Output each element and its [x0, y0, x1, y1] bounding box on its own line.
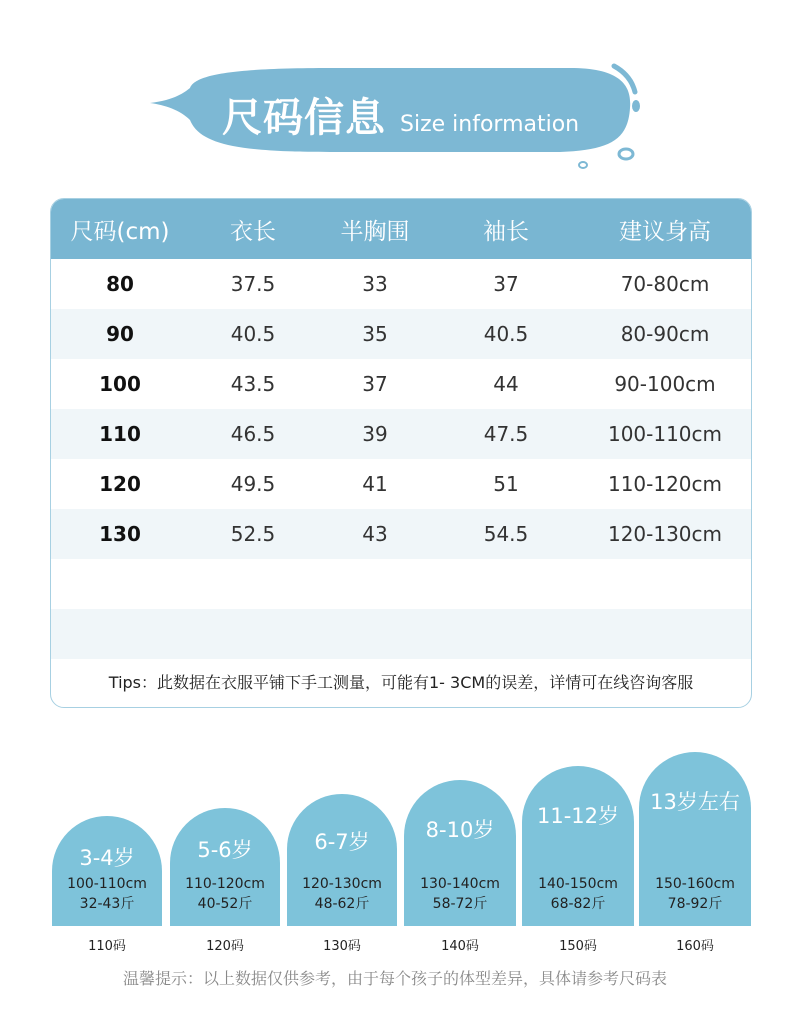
cell-size: 110 — [99, 422, 141, 446]
empty-row — [51, 609, 751, 659]
cell-half-chest: 43 — [362, 522, 388, 546]
cell-half-chest: 35 — [362, 322, 388, 346]
age-label: 8-10岁 — [425, 818, 495, 842]
cell-height: 110-120cm — [607, 472, 723, 496]
weight-range: 40-52斤 — [197, 896, 253, 912]
age-card — [287, 794, 397, 926]
cell-height: 80-90cm — [620, 322, 710, 346]
col-height: 建议身高 — [619, 218, 711, 245]
cell-length: 46.5 — [230, 422, 276, 446]
weight-range: 58-72斤 — [432, 896, 488, 912]
size-label: 110码 — [88, 939, 126, 954]
weight-range: 32-43斤 — [79, 896, 135, 912]
cell-sleeve: 37 — [493, 272, 519, 296]
size-label: 140码 — [441, 939, 479, 954]
cell-half-chest: 39 — [362, 422, 388, 446]
size-label: 120码 — [206, 939, 244, 954]
col-half-chest: 半胸围 — [340, 218, 410, 245]
size-label: 160码 — [676, 939, 714, 954]
cell-sleeve: 40.5 — [483, 322, 529, 346]
cell-size: 130 — [99, 522, 141, 546]
size-table — [50, 198, 752, 708]
title-zh: 尺码信息 — [222, 95, 386, 141]
cell-length: 52.5 — [230, 522, 276, 546]
age-card — [404, 780, 516, 926]
table-row — [51, 309, 751, 359]
weight-range: 48-62斤 — [314, 896, 370, 912]
empty-row — [51, 559, 751, 609]
size-label: 150码 — [559, 939, 597, 954]
height-range: 150-160cm — [655, 876, 735, 892]
cell-size: 80 — [106, 272, 134, 296]
tips-text: Tips：此数据在衣服平铺下手工测量，可能有1- 3CM的误差，详情可在线咨询客服 — [108, 672, 694, 692]
age-card — [170, 808, 280, 926]
height-range: 140-150cm — [538, 876, 618, 892]
table-row — [51, 259, 751, 309]
cell-length: 40.5 — [230, 322, 276, 346]
cell-size: 120 — [99, 472, 141, 496]
table-row — [51, 409, 751, 459]
title-en: Size information — [400, 112, 580, 137]
weight-range: 68-82斤 — [550, 896, 606, 912]
age-label: 13岁左右 — [650, 790, 740, 814]
col-sleeve: 袖长 — [483, 218, 529, 245]
age-label: 6-7岁 — [314, 830, 370, 854]
table-row — [51, 359, 751, 409]
cell-half-chest: 33 — [362, 272, 388, 296]
age-card — [522, 766, 634, 926]
col-size: 尺码(cm) — [70, 218, 170, 245]
height-range: 110-120cm — [185, 876, 265, 892]
size-label: 130码 — [323, 939, 361, 954]
footer-note: 温馨提示：以上数据仅供参考，由于每个孩子的体型差异，具体请参考尺码表 — [122, 969, 667, 988]
height-range: 120-130cm — [302, 876, 382, 892]
table-header — [51, 199, 751, 259]
cell-height: 100-110cm — [607, 422, 723, 446]
cell-height: 70-80cm — [620, 272, 710, 296]
age-label: 3-4岁 — [79, 846, 135, 870]
cell-height: 90-100cm — [614, 372, 716, 396]
age-card — [52, 816, 162, 926]
cell-size: 90 — [106, 322, 134, 346]
cell-length: 49.5 — [230, 472, 276, 496]
cell-height: 120-130cm — [607, 522, 723, 546]
cell-half-chest: 41 — [362, 472, 388, 496]
cell-sleeve: 54.5 — [483, 522, 529, 546]
age-card — [639, 752, 751, 926]
height-range: 100-110cm — [67, 876, 147, 892]
weight-range: 78-92斤 — [667, 896, 723, 912]
table-row — [51, 459, 751, 509]
cell-sleeve: 44 — [493, 372, 519, 396]
cell-half-chest: 37 — [362, 372, 388, 396]
table-row — [51, 509, 751, 559]
age-label: 5-6岁 — [197, 838, 253, 862]
cell-sleeve: 47.5 — [483, 422, 529, 446]
cell-length: 37.5 — [230, 272, 276, 296]
bubble-title — [222, 86, 579, 143]
cell-length: 43.5 — [230, 372, 276, 396]
cell-size: 100 — [99, 372, 141, 396]
col-length: 衣长 — [230, 218, 276, 245]
cell-sleeve: 51 — [493, 472, 519, 496]
age-label: 11-12岁 — [536, 804, 620, 828]
height-range: 130-140cm — [420, 876, 500, 892]
